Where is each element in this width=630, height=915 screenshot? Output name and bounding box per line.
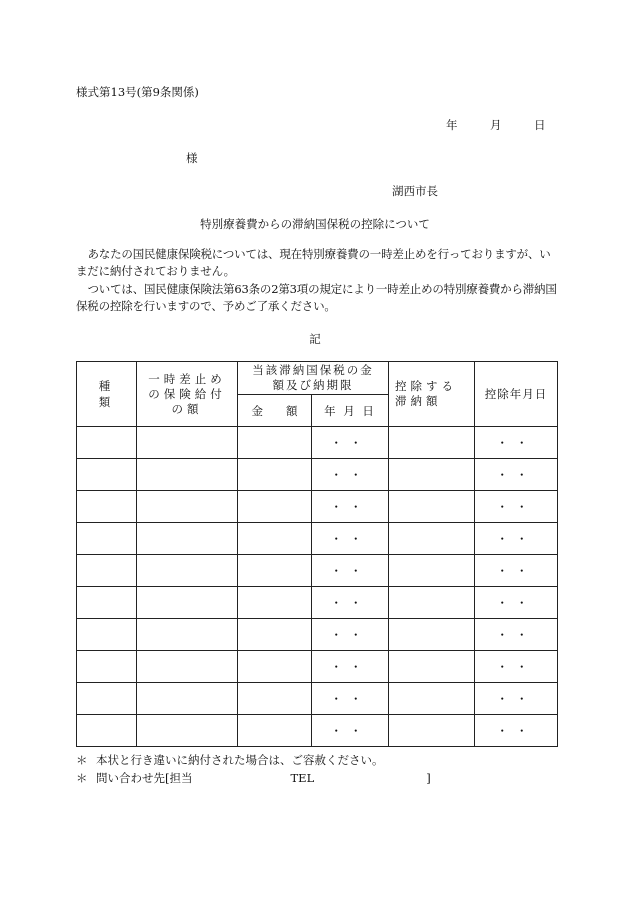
table-row (77, 555, 558, 587)
due-date-cell: ・・ (312, 523, 389, 555)
paragraph-1: あなたの国民健康保険税については、現在特別療養費の一時差止めを行っておりますが、いまだに納付されておりません。 (76, 247, 551, 278)
amount-cell (238, 491, 312, 523)
note-2-tel-label: TEL (290, 771, 315, 785)
deduction-date-cell: ・・ (475, 651, 558, 683)
sender: 湖西市長 (392, 184, 438, 198)
form-number: 様式第13号(第9条関係) (76, 85, 199, 99)
deduct-amount-cell (389, 523, 475, 555)
table-row (77, 587, 558, 619)
deduct-amount-cell (389, 619, 475, 651)
note-2-close: ] (426, 771, 431, 785)
note-2-mark: ＊ (76, 771, 88, 785)
kind-cell (77, 715, 137, 747)
deduction-date-cell: ・・ (475, 523, 558, 555)
table-row (77, 427, 558, 459)
deduct-amount-cell (389, 491, 475, 523)
deduct-amount-cell (389, 715, 475, 747)
kind-cell (77, 587, 137, 619)
amount-cell (238, 523, 312, 555)
table-row (77, 683, 558, 715)
deduct-amount-cell (389, 651, 475, 683)
suspended-amount-cell (137, 555, 238, 587)
suspended-amount-cell (137, 651, 238, 683)
due-date-cell: ・・ (312, 715, 389, 747)
header-delinquent-group: 当該滞納国保税の金額及び納期限 (238, 362, 389, 395)
suspended-amount-cell (137, 523, 238, 555)
deduct-amount-cell (389, 555, 475, 587)
suspended-amount-cell (137, 683, 238, 715)
due-date-cell: ・・ (312, 491, 389, 523)
deduction-table (76, 361, 558, 747)
kind-cell (77, 459, 137, 491)
date-line (446, 117, 546, 133)
deduction-date-cell: ・・ (475, 683, 558, 715)
deduction-date-cell: ・・ (475, 715, 558, 747)
due-date-cell: ・・ (312, 459, 389, 491)
header-deduction-date: 控除年月日 (475, 362, 558, 427)
deduction-date-cell: ・・ (475, 459, 558, 491)
deduct-amount-cell (389, 427, 475, 459)
table-row (77, 459, 558, 491)
amount-cell (238, 683, 312, 715)
amount-cell (238, 459, 312, 491)
kind-cell (77, 651, 137, 683)
deduction-date-cell: ・・ (475, 587, 558, 619)
amount-cell (238, 555, 312, 587)
date-day-label: 日 (534, 118, 546, 132)
table-row (77, 715, 558, 747)
ki-label: 記 (309, 332, 321, 346)
deduction-date-cell: ・・ (475, 619, 558, 651)
kind-cell (77, 427, 137, 459)
note-2 (76, 770, 431, 786)
note-2-text: 問い合わせ先[担当 (96, 771, 193, 785)
amount-cell (238, 427, 312, 459)
kind-cell (77, 619, 137, 651)
deduction-date-cell: ・・ (475, 555, 558, 587)
date-year-label: 年 (446, 118, 458, 132)
table-row (77, 619, 558, 651)
table-row (77, 651, 558, 683)
header-kind: 種 類 (77, 362, 137, 427)
amount-cell (238, 715, 312, 747)
due-date-cell: ・・ (312, 555, 389, 587)
header-due-date: 年 月 日 (312, 395, 389, 427)
suspended-amount-cell (137, 427, 238, 459)
suspended-amount-cell (137, 587, 238, 619)
table-row (77, 491, 558, 523)
document-title: 特別療養費からの滞納国保税の控除について (200, 217, 430, 231)
deduct-amount-cell (389, 587, 475, 619)
note-1 (76, 752, 384, 768)
kind-cell (77, 683, 137, 715)
note-1-text: 本状と行き違いに納付された場合は、ご容赦ください。 (96, 753, 384, 767)
header-suspended-amount: 一時差止めの保険給付の額 (137, 362, 238, 427)
note-1-mark: ＊ (76, 753, 88, 767)
suspended-amount-cell (137, 459, 238, 491)
date-month-label: 月 (490, 118, 502, 132)
paragraph-2: ついては、国民健康保険法第63条の2第3項の規定により一時差止めの特別療養費から滞納国保税の控除を行いますので、予めご了承ください。 (76, 282, 557, 313)
amount-cell (238, 651, 312, 683)
due-date-cell: ・・ (312, 587, 389, 619)
amount-cell (238, 619, 312, 651)
amount-cell (238, 587, 312, 619)
due-date-cell: ・・ (312, 683, 389, 715)
deduction-date-cell: ・・ (475, 491, 558, 523)
due-date-cell: ・・ (312, 619, 389, 651)
deduct-amount-cell (389, 683, 475, 715)
suspended-amount-cell (137, 715, 238, 747)
deduct-amount-cell (389, 459, 475, 491)
suspended-amount-cell (137, 491, 238, 523)
due-date-cell: ・・ (312, 427, 389, 459)
table-row (77, 523, 558, 555)
table-body (77, 427, 558, 747)
kind-cell (77, 555, 137, 587)
kind-cell (77, 523, 137, 555)
kind-cell (77, 491, 137, 523)
header-deduct-delinquent: 控除する滞納額 (389, 362, 475, 427)
header-amount: 金 額 (238, 395, 312, 427)
deduction-date-cell: ・・ (475, 427, 558, 459)
addressee-suffix: 様 (186, 151, 198, 165)
due-date-cell: ・・ (312, 651, 389, 683)
suspended-amount-cell (137, 619, 238, 651)
